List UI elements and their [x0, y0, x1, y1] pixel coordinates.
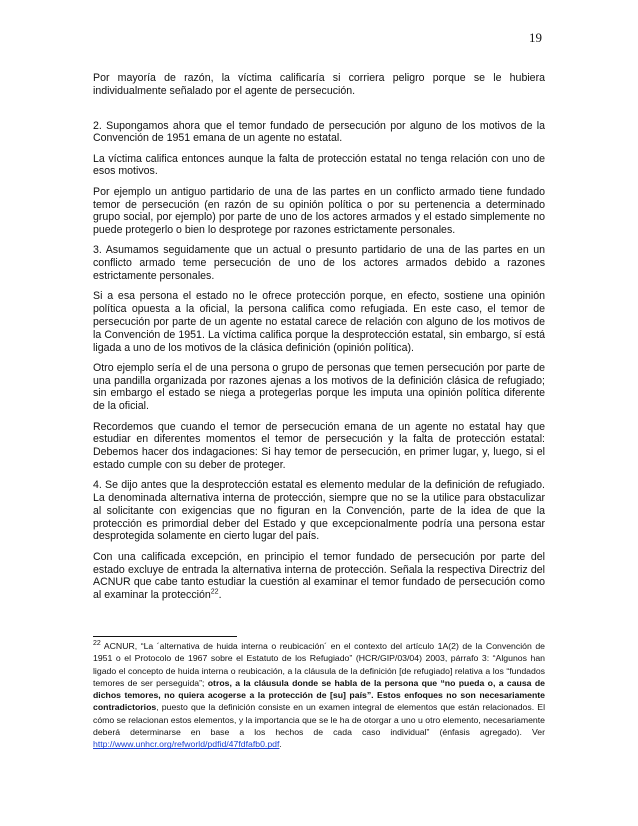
paragraph: Por mayoría de razón, la víctima calificaría si corriera peligro porque se le hubiera individualmente señalado por el agente de persecución. — [93, 72, 545, 97]
footnote-emphasis: otros, a la cláusula donde se habla de la persona que “no pueda o, a causa de dichos temores, no quiera acogerse a la protección de [su] país”. Estos enfoques no son necesariamente contradictorios — [93, 677, 545, 713]
paragraph-end: . — [218, 589, 222, 602]
paragraph-text: Con una calificada excepción, en principio el temor fundado de persecución por parte del estado excluye de entrada la alternativa interna de protección. Señala la respectiva Directriz del ACNUR que cabe tanto estudiar la cuestión al examinar el temor fundado de persecución como al examinar la protección — [93, 550, 545, 602]
footnote-separator — [93, 636, 237, 637]
footnote-text: , puesto que la definición consiste en un examen integral de elementos que están relacionados. El cómo se relacionan estos elementos, y la importancia que se le ha de otorgar a uno u otro elemento, necesariamente deberá determinarse en base a los hechos de cada caso individual” (énfasis agregado). Ver — [93, 702, 546, 738]
paragraph: Otro ejemplo sería el de una persona o grupo de personas que temen persecución por parte de una pandilla organizada por razones ajenas a los motivos de la definición clásica de refugiado; sin embargo el estado se niega a protegerlas porque les imputa una opinión política diferente de la oficial. — [93, 361, 545, 413]
paragraph-with-footnote-ref — [93, 551, 545, 602]
footnote-link[interactable]: http://www.unhcr.org/refworld/pdfid/47fdfafb0.pdf — [93, 739, 280, 750]
paragraph: 4. Se dijo antes que la desprotección estatal es elemento medular de la definición de refugiado. La denominada alternativa interna de protección, siempre que no se la utilice para obstaculizar al solicitante con exigencias que no figuran en la Convención, parte de la idea de que la protección es primordial deber del Estado y que excepcionalmente podría una persona estar desprotegida solamente en cierto lugar del país. — [93, 479, 545, 543]
paragraph: 3. Asumamos seguidamente que un actual o presunto partidario de una de las partes en un conflicto armado teme persecución de uno de los actores armados debido a razones estrictamente personales. — [93, 244, 545, 283]
footnote — [93, 640, 545, 751]
page-number: 19 — [529, 30, 542, 45]
body-text — [93, 72, 545, 609]
footnote-reference[interactable]: 22 — [210, 588, 219, 596]
paragraph: Recordemos que cuando el temor de persecución emana de un agente no estatal hay que estudiar en diferentes momentos el temor de persecución y la falta de protección estatal: Debemos hacer dos indagaciones: Si hay temor de persecución, en primer lugar, y, luego, si el estado cumple con su deber de proteger. — [93, 420, 545, 471]
footnote-text: ACNUR, “La ´alternativa de huida interna o reubicación´ en el contexto del artículo 1A(2) de la Convención de 1951 o el Protocolo de 1967 sobre el Estatuto de los Refugiado” (HCR/GIP/03/04) 2003, párrafo 3: “Algunos han ligado el concepto de huida interna o reubicación, a la cláusula de la definición [de refugiado] relativa a los “fundados temores de ser perseguida”; — [93, 641, 545, 688]
paragraph: Si a esa persona el estado no le ofrece protección porque, en efecto, sostiene una opinión política opuesta a la oficial, la persona califica como refugiada. En este caso, el temor de persecución por parte de un agente no estatal carece de relación con alguno de los motivos de la Convención de 1951. La víctima califica porque la desprotección estatal, sin embargo, sí está ligada a uno de los motivos de la clásica definición (opinión política). — [93, 290, 545, 354]
footnote-end: . — [279, 739, 282, 750]
paragraph: La víctima califica entonces aunque la falta de protección estatal no tenga relación con uno de esos motivos. — [93, 152, 545, 178]
paragraph: Por ejemplo un antiguo partidario de una de las partes en un conflicto armado tiene fundado temor de persecución (en razón de su opinión política o por su pertenencia a determinado grupo social, por ejemplo) por parte de uno de los actores armados y el estado simplemente no puede protegerlo o bien lo desprotege por razones estrictamente personales. — [93, 185, 545, 237]
footnote-number: 22 — [93, 640, 101, 648]
paragraph: 2. Supongamos ahora que el temor fundado de persecución por alguno de los motivos de la Convención de 1951 emana de un agente no estatal. — [93, 119, 545, 145]
